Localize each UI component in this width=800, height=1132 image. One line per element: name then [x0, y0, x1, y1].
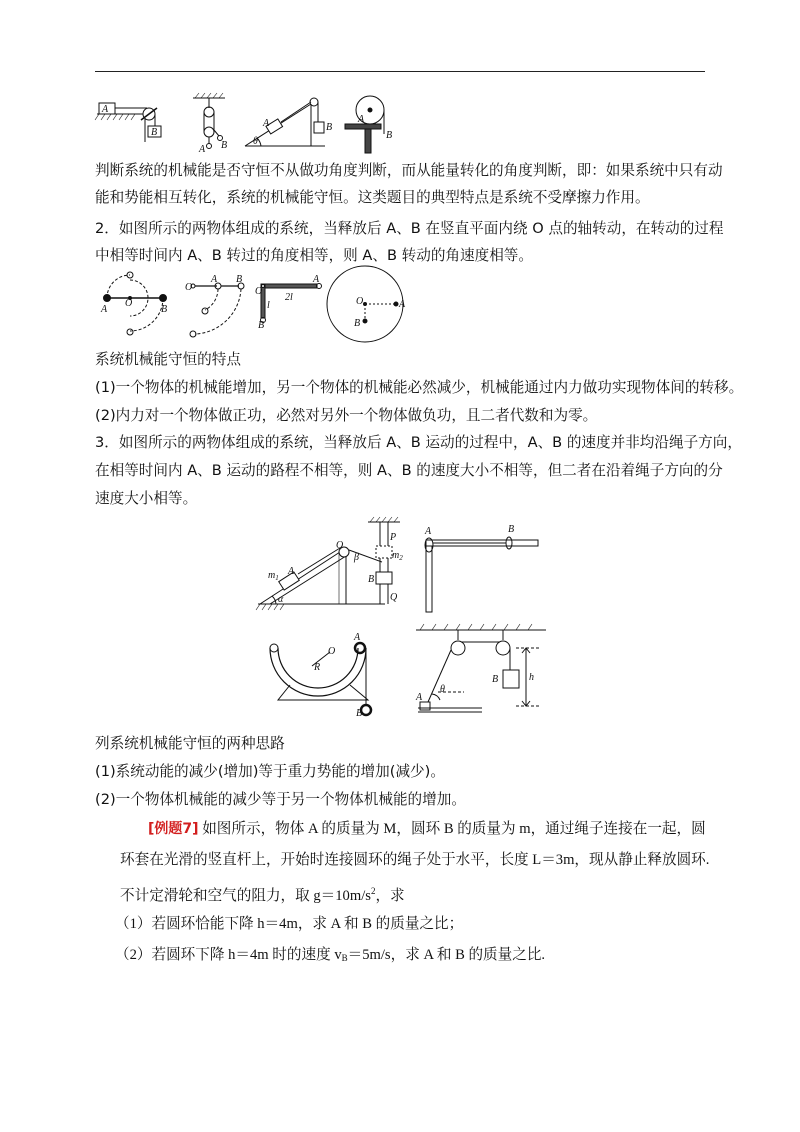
example-label: [例题7]: [148, 821, 199, 837]
label-alpha: α: [278, 594, 284, 605]
label-B: B: [151, 127, 158, 138]
figure-pulley-systems: [95, 92, 405, 154]
diagram-bent-rod: [190, 283, 244, 337]
label-B: B: [508, 524, 515, 535]
label-theta: θ: [253, 136, 258, 147]
example-question-2: （2）若圆环下降 h＝4m 时的速度 $v_B=5m/s$，求 A 和 B 的质量之比.: [115, 947, 546, 963]
label-A: A: [199, 144, 206, 155]
label-m1: $m_1$: [268, 570, 279, 582]
label-B: B: [161, 304, 168, 315]
feature-item-1: (1)一个物体的机械能增加，另一个物体的机械能必然减少，机械能通过内力做功实现物体间的转移。: [95, 379, 744, 396]
label-2l: 2l: [285, 292, 293, 303]
diagram-disc: [327, 266, 403, 342]
label-A: A: [288, 566, 295, 577]
approach-item-1: (1)系统动能的减少(增加)等于重力势能的增加(减少)。: [95, 763, 445, 780]
label-beta: β: [354, 552, 359, 563]
label-B: B: [236, 274, 243, 285]
paragraph-1-line-1: 判断系统的机械能是否守恒不从做功角度判断，而从能量转化的角度判断，即：如果系统中只有动: [95, 162, 723, 179]
example-line-1: [148, 818, 706, 840]
label-l: l: [267, 300, 270, 311]
label-B: B: [354, 318, 361, 329]
label-A: A: [399, 299, 406, 310]
label-A: A: [358, 114, 365, 125]
label-B: B: [386, 130, 393, 141]
paragraph-1-line-2: 能和势能相互转化，系统的机械能守恒。这类题目的典型特点是系统不受摩擦力作用。: [95, 189, 650, 206]
heading-features: 系统机械能守恒的特点: [95, 351, 241, 368]
figure-rotation-systems: [95, 272, 415, 344]
label-P: P: [390, 532, 397, 543]
diagram-rings-on-rods: [425, 537, 538, 612]
example-text-1: 如图所示，物体 A 的质量为 M，圆环 B 的质量为 m，通过绳子连接在一起，圆: [202, 821, 706, 837]
label-theta: θ: [440, 684, 445, 695]
label-O: O: [125, 298, 133, 309]
paragraph-3-line-2: 在相等时间内 A、B 运动的路程不相等，则 A、B 的速度大小不相等，但二者在沿着绳子方向的分: [95, 462, 723, 479]
diagram-wheel-stand: [345, 96, 384, 153]
label-O: O: [336, 540, 344, 551]
paragraph-2-line-1: 2．如图所示的两物体组成的系统，当释放后 A、B 在竖直平面内绕 O 点的轴转动，在转动的过程: [95, 220, 724, 237]
label-B: B: [326, 122, 333, 133]
paragraph-2-line-2: 中相等时间内 A、B 转过的角度相等，则 A、B 转动的角速度相等。: [95, 247, 533, 264]
approach-item-2: (2)一个物体机械能的减少等于另一个物体机械能的增加。: [95, 791, 466, 808]
diagram-semicircle-groove: [270, 643, 371, 715]
example-line-3: 不计定滑轮和空气的阻力，取 $g=10m/s^2$，求: [120, 886, 405, 904]
label-O: O: [356, 296, 364, 307]
label-A: A: [354, 632, 361, 643]
paragraph-3-line-1: 3．如图所示的两物体组成的系统，当释放后 A、B 运动的过程中，A、B 的速度并非均沿绳子方向，: [95, 434, 742, 451]
feature-item-2: (2)内力对一个物体做正功，必然对另外一个物体做负功，且二者代数和为零。: [95, 407, 598, 424]
label-A: A: [425, 526, 432, 537]
label-O: O: [185, 282, 193, 293]
label-A: A: [263, 118, 270, 129]
label-Q: Q: [390, 592, 398, 603]
label-A: A: [313, 274, 320, 285]
label-A: A: [101, 304, 108, 315]
label-A: A: [102, 104, 109, 115]
label-h: h: [529, 672, 534, 683]
diagram-two-pulleys: [416, 624, 546, 712]
label-B: B: [492, 674, 499, 685]
label-A: A: [211, 274, 218, 285]
label-B: B: [221, 140, 228, 151]
label-B: B: [368, 574, 375, 585]
figure-rope-systems: [250, 520, 550, 720]
diagram-rod-rotation: [104, 272, 167, 335]
label-B: B: [258, 320, 265, 331]
label-R: R: [314, 662, 321, 673]
header-rule: [95, 71, 705, 72]
heading-approaches: 列系统机械能守恒的两种思路: [95, 735, 285, 752]
label-O: O: [255, 286, 263, 297]
paragraph-3-line-3: 速度大小相等。: [95, 490, 198, 507]
example-line-2: 环套在光滑的竖直杆上，开始时连接圆环的绳子处于水平，长度 L＝3m，现从静止释放圆环.: [120, 852, 710, 868]
label-m2: $m_2$: [392, 550, 403, 562]
label-A: A: [416, 692, 423, 703]
label-B: B: [356, 708, 363, 719]
example-question-1: （1）若圆环恰能下降 h＝4m，求 A 和 B 的质量之比；: [115, 916, 464, 932]
label-O: O: [328, 646, 336, 657]
